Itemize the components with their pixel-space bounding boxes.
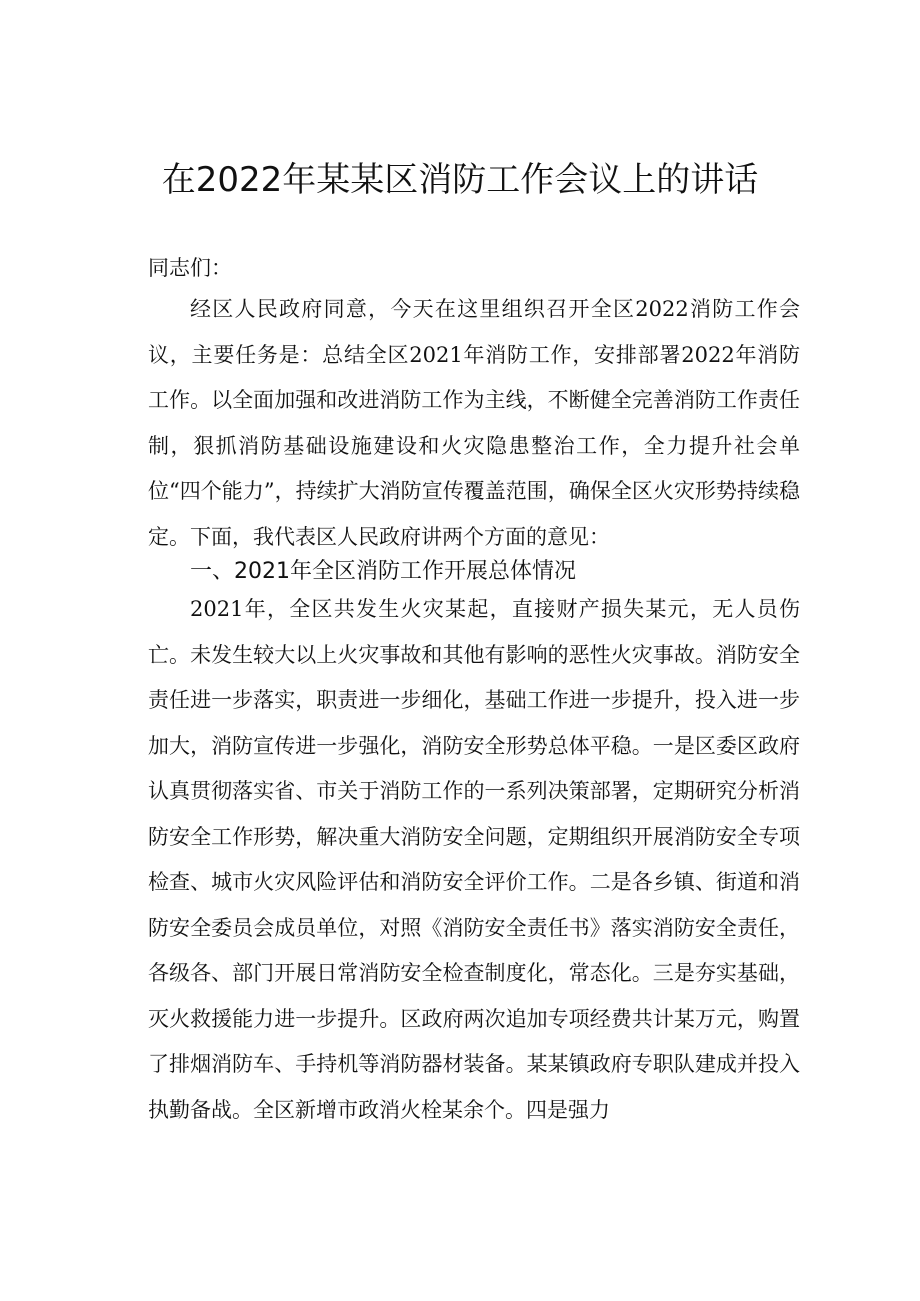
paragraph-intro: 经区人民政府同意，今天在这里组织召开全区2022消防工作会议，主要任务是：总结全区2021年消防工作，安排部署2022年消防工作。以全面加强和改进消防工作为主线，不断健全完善消防工作责任制，狠抓消防基础设施建设和火灾隐患整治工作，全力提升社会单位“四个能力”，持续扩大消防宣传覆盖范围，确保全区火灾形势持续稳定。下面，我代表区人民政府讲两个方面的意见： xyxy=(148,297,800,549)
salutation: 同志们： xyxy=(148,256,232,280)
paragraph-overview: 2021年，全区共发生火灾某起，直接财产损失某元，无人员伤亡。未发生较大以上火灾事故和其他有影响的恶性火灾事故。消防安全责任进一步落实，职责进一步细化，基础工作进一步提升，投入进一步加大，消防宣传进一步强化，消防安全形势总体平稳。一是区委区政府认真贯彻落实省、市关于消防工作的一系列决策部署，定期研究分析消防安全工作形势，解决重大消防安全问题，定期组织开展消防安全专项检查、城市火灾风险评估和消防安全评价工作。二是各乡镇、街道和消防安全委员会成员单位，对照《消防安全责任书》落实消防安全责任，各级各、部门开展日常消防安全检查制度化，常态化。三是夯实基础，灭火救援能力进一步提升。区政府两次追加专项经费共计某万元，购置了排烟消防车、手持机等消防器材装备。某某镇政府专职队建成并投入执勤备战。全区新增市政消火栓某余个。四是强力 xyxy=(148,597,800,1122)
section-heading: 一、2021年全区消防工作开展总体情况 xyxy=(190,559,576,584)
document-title: 在2022年某某区消防工作会议上的讲话 xyxy=(161,160,759,200)
